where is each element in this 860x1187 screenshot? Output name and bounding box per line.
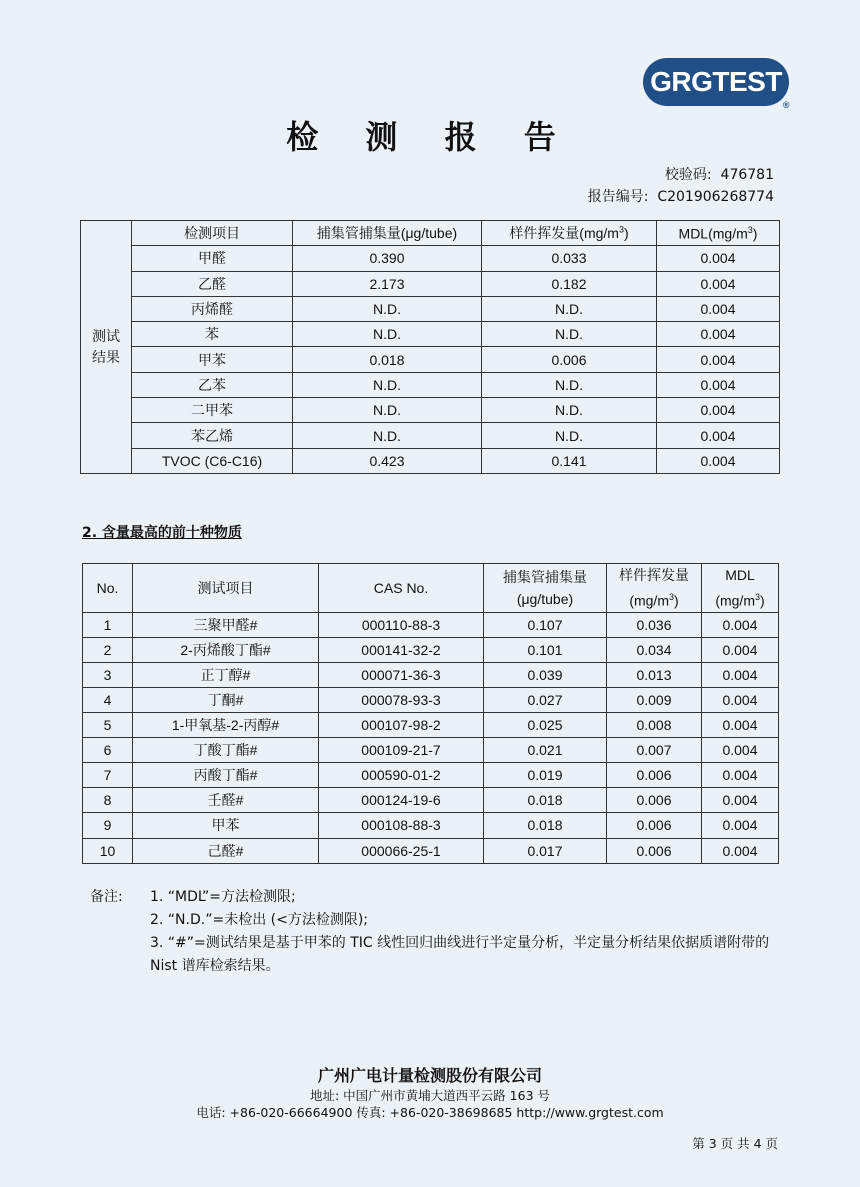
table-cell: 0.004 [657,246,780,271]
table-row [83,612,779,637]
note-item: 1. “MDL”=方法检测限; [150,889,296,905]
table-cell: N.D. [293,296,482,321]
header-no: No. [83,564,133,613]
header-mdl: $MDL(mg/m^3)$ [657,221,780,246]
table-cell: TVOC (C6-C16) [132,448,293,473]
table-cell: 0.033 [482,246,657,271]
verify-label: 校验码: [664,167,712,183]
top-ten-table [82,563,779,864]
grgtest-logo [643,58,790,110]
test-results-table [80,220,780,474]
header-item: 检测项目 [132,221,293,246]
table-row [81,347,780,372]
table-cell: 0.004 [702,738,779,763]
report-meta [588,164,774,208]
table-row [83,637,779,662]
table-cell: 0.006 [607,838,702,863]
table-cell: 6 [83,738,133,763]
table-cell: 0.004 [657,423,780,448]
table-cell: 0.009 [607,687,702,712]
table-cell: 000071-36-3 [319,662,484,687]
table-cell: 丙酸丁酯# [133,763,319,788]
table-row [81,372,780,397]
table-row [83,687,779,712]
note-item: 2. “N.D.”=未检出 (<方法检测限); [150,912,369,928]
header-cas: CAS No. [319,564,484,613]
logo-text: GRGTEST [650,66,782,97]
table-cell: 己醛# [133,838,319,863]
verify-code: 476781 [720,167,774,183]
table-cell: 0.013 [607,662,702,687]
table-cell: 三聚甲醛# [133,612,319,637]
registered-mark: ® [782,100,790,110]
report-title: 检 测 报 告 [286,118,574,156]
table-cell: N.D. [482,296,657,321]
table-cell: 0.006 [482,347,657,372]
table-cell: 0.141 [482,448,657,473]
table-cell: 000108-88-3 [319,813,484,838]
table-cell: 000109-21-7 [319,738,484,763]
table-cell: N.D. [293,423,482,448]
table-cell: 甲苯 [133,813,319,838]
table-cell: 苯乙烯 [132,423,293,448]
header-mdl: MDL $(mg/m^3)$ [702,564,779,613]
table-row [81,448,780,473]
table-cell: 0.004 [702,838,779,863]
table-cell: 0.004 [657,448,780,473]
page-number: 第 3 页 共 4 页 [692,1136,778,1151]
table-cell: 丁酸丁酯# [133,738,319,763]
table-cell: 0.004 [702,687,779,712]
table-cell: 000066-25-1 [319,838,484,863]
company-contact: 电话: +86-020-66664900 传真: +86-020-38698685 http://www.grgtest.com [196,1105,664,1120]
table-cell: 0.039 [484,662,607,687]
table-header-row [81,221,780,246]
header-item: 测试项目 [133,564,319,613]
report-no: C201906268774 [657,189,774,205]
table-cell: 0.004 [702,813,779,838]
table-cell: 3 [83,662,133,687]
section-2-title: 2. 含量最高的前十种物质 [82,525,242,541]
table-cell: 正丁醇# [133,662,319,687]
table-cell: 7 [83,763,133,788]
table-cell: 0.018 [484,813,607,838]
table-row [83,838,779,863]
table-cell: 0.006 [607,763,702,788]
table-row [81,398,780,423]
table-cell: 丁酮# [133,687,319,712]
table-cell: 甲苯 [132,347,293,372]
header-capture: 捕集管捕集量 (μg/tube) [484,564,607,613]
table-row [83,788,779,813]
table-cell: 1-甲氧基-2-丙醇# [133,713,319,738]
table-cell: 5 [83,713,133,738]
table-cell: 0.004 [657,372,780,397]
table-cell: 丙烯醛 [132,296,293,321]
table-row [81,322,780,347]
table-cell: 0.004 [657,322,780,347]
table-cell: 000110-88-3 [319,612,484,637]
table-cell: 0.018 [293,347,482,372]
table-cell: 0.004 [657,271,780,296]
table-cell: 0.008 [607,713,702,738]
table-cell: 壬醛# [133,788,319,813]
table-row [83,713,779,738]
table-cell: 0.004 [702,763,779,788]
table-cell: 0.423 [293,448,482,473]
company-name: 广州广电计量检测股份有限公司 [317,1066,542,1085]
side-label [81,221,132,474]
company-address: 地址: 中国广州市黄埔大道西平云路 163 号 [310,1088,550,1103]
table-row [81,246,780,271]
report-no-label: 报告编号: [587,189,649,205]
table-row [81,423,780,448]
table-cell: 0.025 [484,713,607,738]
table-cell: 8 [83,788,133,813]
side-label-line-1: 测试 [92,327,120,344]
table-cell: 000107-98-2 [319,713,484,738]
table-cell: 0.004 [657,347,780,372]
table-cell: 4 [83,687,133,712]
table-row [81,296,780,321]
table-cell: N.D. [482,398,657,423]
table-cell: 0.018 [484,788,607,813]
table-header-row [83,564,779,613]
table-cell: 0.004 [657,398,780,423]
table-cell: 乙醛 [132,271,293,296]
header-emission: 样件挥发量$(mg/m^3)$ [482,221,657,246]
side-label-line-2: 结果 [92,348,120,365]
table-cell: 2 [83,637,133,662]
table-cell: 0.006 [607,813,702,838]
table-cell: 0.004 [702,662,779,687]
table-cell: 0.004 [702,788,779,813]
table-cell: 0.019 [484,763,607,788]
table-cell: 苯 [132,322,293,347]
table-cell: 2-丙烯酸丁酯# [133,637,319,662]
notes-label: 备注: [90,889,123,905]
table-cell: 0.182 [482,271,657,296]
table-cell: 0.006 [607,788,702,813]
table-row [83,763,779,788]
table-cell: 1 [83,612,133,637]
table-cell: N.D. [482,322,657,347]
table-cell: 0.027 [484,687,607,712]
table-cell: N.D. [293,322,482,347]
table-cell: 000590-01-2 [319,763,484,788]
table-cell: 甲醛 [132,246,293,271]
table-cell: N.D. [293,398,482,423]
table-cell: 2.173 [293,271,482,296]
table-cell: 二甲苯 [132,398,293,423]
table-cell: N.D. [482,423,657,448]
table-cell: 0.004 [657,296,780,321]
table-cell: 0.017 [484,838,607,863]
table-cell: 0.021 [484,738,607,763]
table-cell: 0.004 [702,612,779,637]
table-cell: 0.101 [484,637,607,662]
table-cell: 0.390 [293,246,482,271]
table-cell: N.D. [482,372,657,397]
table-cell: 0.034 [607,637,702,662]
table-cell: 10 [83,838,133,863]
table-cell: 0.004 [702,713,779,738]
notes [90,886,780,978]
table-row [83,662,779,687]
header-emission: 样件挥发量 $(mg/m^3)$ [607,564,702,613]
table-cell: 000124-19-6 [319,788,484,813]
table-cell: 000078-93-3 [319,687,484,712]
header-capture: 捕集管捕集量(μg/tube) [293,221,482,246]
table-cell: 0.007 [607,738,702,763]
table-row [83,738,779,763]
table-cell: 乙苯 [132,372,293,397]
table-cell: 000141-32-2 [319,637,484,662]
table-cell: N.D. [293,372,482,397]
table-row [81,271,780,296]
table-cell: 9 [83,813,133,838]
table-cell: 0.107 [484,612,607,637]
table-cell: 0.036 [607,612,702,637]
note-item: 3. “#”=测试结果是基于甲苯的 TIC 线性回归曲线进行半定量分析，半定量分析结果依据质谱附带的 Nist 谱库检索结果。 [150,935,770,974]
table-row [83,813,779,838]
table-cell: 0.004 [702,637,779,662]
